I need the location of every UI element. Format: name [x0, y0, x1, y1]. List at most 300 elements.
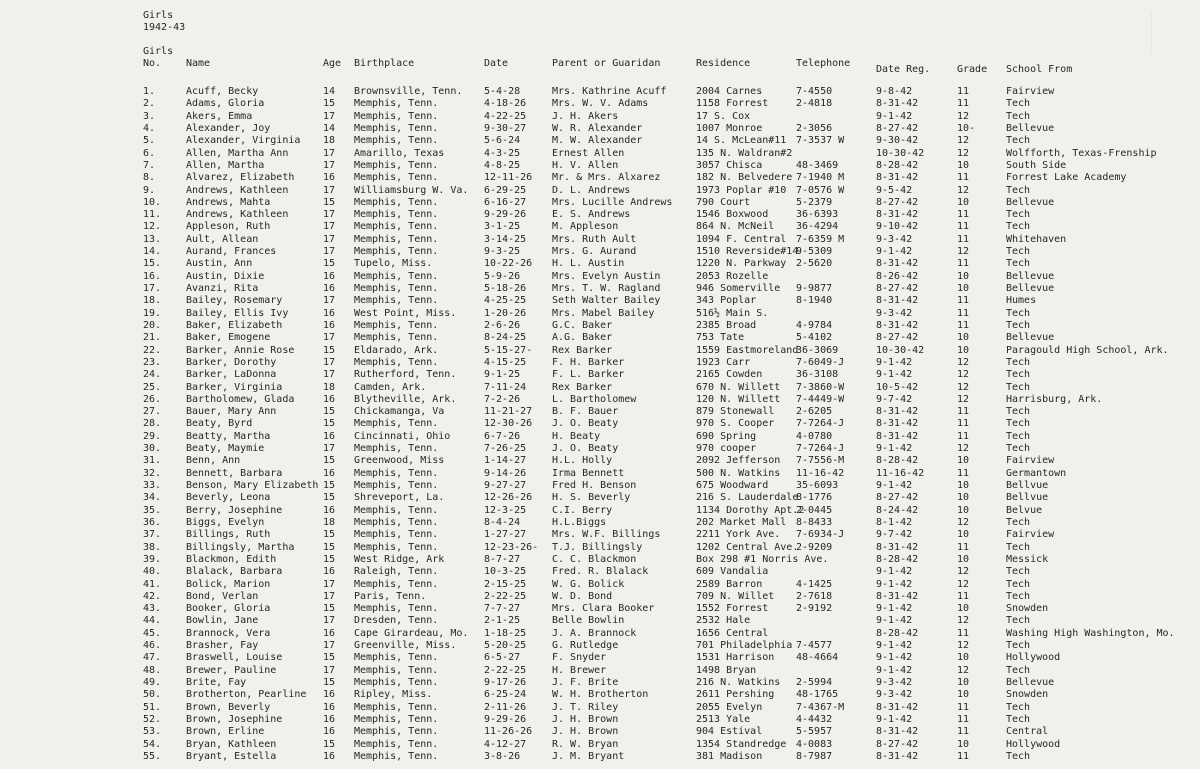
telephone: 7-6049-J: [796, 356, 845, 368]
row-number: 8.: [143, 172, 156, 184]
residence: 1202 Central Ave.: [696, 541, 799, 553]
school-from: Tech: [1006, 307, 1031, 319]
student-name: Beaty, Byrd: [186, 418, 253, 430]
student-name: Alexander, Joy: [186, 122, 271, 134]
row-number: 1.: [143, 86, 156, 97]
student-age: 17: [323, 221, 336, 233]
birth-date: 5-15-27-: [484, 344, 533, 356]
school-from: Tech: [1006, 590, 1031, 602]
grade: 10: [957, 196, 970, 208]
birth-date: 12-3-25: [484, 504, 527, 516]
school-from: Tech: [1006, 664, 1031, 676]
column-header-age: Age: [323, 58, 342, 69]
student-age: 16: [323, 307, 336, 319]
table-row: [0, 603, 1200, 615]
student-name: Austin, Ann: [186, 258, 253, 270]
grade: 11: [957, 750, 970, 762]
parent-guardian: W. D. Bond: [552, 590, 613, 602]
grade: 11: [957, 319, 970, 331]
birth-date: 4-12-27: [484, 738, 527, 750]
student-age: 18: [323, 381, 336, 393]
birthplace: Rutherford, Tenn.: [354, 369, 457, 381]
date-registered: 8-27-42: [876, 738, 919, 750]
row-number: 20.: [143, 319, 162, 331]
parent-guardian: F. Snyder: [552, 652, 607, 664]
table-row: [0, 431, 1200, 443]
student-age: 15: [323, 406, 336, 418]
grade: 10: [957, 603, 970, 615]
birthplace: Ripley, Miss.: [354, 689, 433, 701]
residence: 701 Philadelphia: [696, 640, 793, 652]
telephone: 7-6359 M: [796, 233, 845, 245]
student-name: Benson, Mary Elizabeth: [186, 480, 319, 491]
school-from: Tech: [1006, 406, 1031, 418]
table-row: [0, 714, 1200, 726]
row-number: 14.: [143, 246, 162, 258]
row-number: 32.: [143, 467, 162, 479]
student-age: 16: [323, 726, 336, 738]
row-number: 25.: [143, 381, 162, 393]
table-row: [0, 591, 1200, 603]
student-name: Bowlin, Jane: [186, 615, 259, 627]
grade: 11: [957, 701, 970, 713]
date-registered: 8-31-42: [876, 430, 919, 442]
birthplace: Memphis, Tenn.: [354, 529, 439, 541]
student-name: Benn, Ann: [186, 455, 241, 467]
table-row: [0, 271, 1200, 283]
birthplace: Blytheville, Ark.: [354, 393, 457, 405]
school-from: South Side: [1006, 159, 1067, 171]
birthplace: Williamsburg W. Va.: [354, 184, 469, 196]
grade: 12: [957, 664, 970, 676]
table-row: [0, 480, 1200, 492]
student-name: Berry, Josephine: [186, 504, 283, 516]
date-registered: 9-1-42: [876, 480, 913, 491]
school-from: Tech: [1006, 258, 1031, 270]
student-name: Andrews, Mahta: [186, 196, 271, 208]
birth-date: 8-24-25: [484, 332, 527, 344]
birth-date: 3-8-26: [484, 750, 521, 762]
student-name: Appleson, Ruth: [186, 221, 271, 233]
school-from: Tech: [1006, 516, 1031, 528]
telephone: 8-1940: [796, 295, 833, 307]
telephone: 2-6205: [796, 406, 833, 418]
birthplace: Memphis, Tenn.: [354, 603, 439, 615]
column-header-no-top: Girls: [143, 46, 174, 57]
grade: 12: [957, 443, 970, 455]
birthplace: West Ridge, Ark: [354, 553, 445, 565]
date-registered: 10-30-42: [876, 147, 925, 159]
birth-date: 12-11-26: [484, 172, 533, 184]
residence: Box 298 #1 Norris Ave.: [696, 553, 829, 565]
table-row: [0, 357, 1200, 369]
birth-date: 9-29-26: [484, 713, 527, 725]
parent-guardian: Fred H. Benson: [552, 480, 637, 491]
row-number: 33.: [143, 480, 162, 491]
birth-date: 6-5-27: [484, 652, 521, 664]
birthplace: Memphis, Tenn.: [354, 122, 439, 134]
table-row: [0, 221, 1200, 233]
student-age: 17: [323, 640, 336, 652]
student-age: 17: [323, 578, 336, 590]
school-from: Tech: [1006, 418, 1031, 430]
grade: 12: [957, 393, 970, 405]
parent-guardian: Mrs. W. V. Adams: [552, 98, 649, 110]
student-name: Brite, Fay: [186, 677, 247, 688]
grade: 11: [957, 233, 970, 245]
parent-guardian: W. R. Alexander: [552, 122, 643, 134]
student-name: Braswell, Louise: [186, 652, 283, 664]
column-header-date: Date: [484, 58, 509, 69]
student-age: 16: [323, 430, 336, 442]
parent-guardian: Belle Bowlin: [552, 615, 625, 627]
date-registered: 9-3-42: [876, 307, 913, 319]
residence: 2092 Jefferson: [696, 455, 781, 467]
telephone: 5-5957: [796, 726, 833, 738]
parent-guardian: J. H. Akers: [552, 110, 619, 122]
telephone: 8-7987: [796, 750, 833, 762]
residence: 1923 Carr: [696, 356, 751, 368]
row-number: 35.: [143, 504, 162, 516]
grade: 12: [957, 147, 970, 159]
grade: 11: [957, 258, 970, 270]
student-age: 14: [323, 122, 336, 134]
date-registered: 9-1-42: [876, 110, 913, 122]
grade: 12: [957, 381, 970, 393]
row-number: 4.: [143, 122, 156, 134]
parent-guardian: J. H. Brown: [552, 726, 619, 738]
birth-date: 8-4-24: [484, 516, 521, 528]
school-from: Tech: [1006, 98, 1031, 110]
parent-guardian: Mrs. Clara Booker: [552, 603, 655, 615]
grade: 10: [957, 332, 970, 344]
telephone: 2-0445: [796, 504, 833, 516]
student-age: 17: [323, 233, 336, 245]
row-number: 16.: [143, 270, 162, 282]
grade: 12: [957, 246, 970, 258]
birthplace: Camden, Ark.: [354, 381, 427, 393]
table-row: [0, 160, 1200, 172]
date-registered: 8-27-42: [876, 122, 919, 134]
telephone: 48-3469: [796, 159, 839, 171]
student-name: Beverly, Leona: [186, 492, 271, 504]
residence: 17 S. Cox: [696, 110, 751, 122]
date-registered: 9-1-42: [876, 640, 913, 652]
residence: 2611 Pershing: [696, 689, 775, 701]
residence: 343 Poplar: [696, 295, 757, 307]
telephone: 36-3069: [796, 344, 839, 356]
table-row: [0, 98, 1200, 110]
residence: 670 N. Willett: [696, 381, 781, 393]
parent-guardian: Fred. R. Blalack: [552, 566, 649, 578]
student-age: 16: [323, 393, 336, 405]
school-from: Snowden: [1006, 689, 1049, 701]
table-row: [0, 443, 1200, 455]
birth-date: 6-7-26: [484, 430, 521, 442]
parent-guardian: F. H. Barker: [552, 356, 625, 368]
date-registered: 8-31-42: [876, 726, 919, 738]
birth-date: 6-16-27: [484, 196, 527, 208]
row-number: 11.: [143, 209, 162, 221]
student-name: Acuff, Becky: [186, 86, 259, 97]
birthplace: Memphis, Tenn.: [354, 443, 439, 455]
parent-guardian: E. S. Andrews: [552, 209, 631, 221]
parent-guardian: M. Appleson: [552, 221, 619, 233]
parent-guardian: Rex Barker: [552, 344, 613, 356]
grade: 11: [957, 209, 970, 221]
table-row: [0, 148, 1200, 160]
column-header-parent: Parent or Guaridan: [552, 58, 661, 69]
residence: 2513 Yale: [696, 713, 751, 725]
row-number: 39.: [143, 553, 162, 565]
residence: 1007 Monroe: [696, 122, 763, 134]
student-name: Booker, Gloria: [186, 603, 271, 615]
row-number: 15.: [143, 258, 162, 270]
birthplace: Memphis, Tenn.: [354, 270, 439, 282]
residence: 1498 Bryan: [696, 664, 757, 676]
telephone: 4-0083: [796, 738, 833, 750]
birthplace: Memphis, Tenn.: [354, 713, 439, 725]
telephone: 2-9209: [796, 541, 833, 553]
date-registered: 8-27-42: [876, 332, 919, 344]
grade: 10: [957, 504, 970, 516]
student-age: 16: [323, 467, 336, 479]
grade: 10: [957, 738, 970, 750]
birthplace: West Point, Miss.: [354, 307, 457, 319]
date-registered: 9-5-42: [876, 184, 913, 196]
student-name: Bauer, Mary Ann: [186, 406, 277, 418]
row-number: 3.: [143, 110, 156, 122]
birth-date: 11-21-27: [484, 406, 533, 418]
student-name: Adams, Gloria: [186, 98, 265, 110]
school-from: Tech: [1006, 615, 1031, 627]
residence: 904 Estival: [696, 726, 763, 738]
table-row: [0, 258, 1200, 270]
birth-date: 1-14-27: [484, 455, 527, 467]
birthplace: Memphis, Tenn.: [354, 516, 439, 528]
birth-date: 9-30-27: [484, 122, 527, 134]
parent-guardian: B. F. Bauer: [552, 406, 619, 418]
school-year: 1942-43: [143, 22, 186, 33]
grade: 10: [957, 455, 970, 467]
date-registered: 8-31-42: [876, 319, 919, 331]
date-registered: 9-1-42: [876, 652, 913, 664]
column-header-grade: Grade: [957, 64, 988, 75]
row-number: 49.: [143, 677, 162, 688]
row-number: 38.: [143, 541, 162, 553]
birthplace: Amarillo, Texas: [354, 147, 445, 159]
birthplace: Memphis, Tenn.: [354, 726, 439, 738]
parent-guardian: G. Rutledge: [552, 640, 619, 652]
residence: 1094 F. Central: [696, 233, 787, 245]
telephone: 8-1776: [796, 492, 833, 504]
student-name: Brannock, Vera: [186, 627, 271, 639]
table-row: [0, 86, 1200, 98]
row-number: 17.: [143, 283, 162, 294]
school-from: Tech: [1006, 430, 1031, 442]
row-number: 28.: [143, 418, 162, 430]
birth-date: 7-26-25: [484, 443, 527, 455]
student-name: Avanzi, Rita: [186, 283, 259, 294]
student-age: 16: [323, 566, 336, 578]
telephone: 36-6393: [796, 209, 839, 221]
residence: 202 Market Mall: [696, 516, 787, 528]
telephone: 7-0576 W: [796, 184, 845, 196]
school-from: Bellvue: [1006, 480, 1049, 491]
student-name: Bryant, Estella: [186, 750, 277, 762]
birth-date: 9-17-26: [484, 677, 527, 688]
parent-guardian: J. M. Bryant: [552, 750, 625, 762]
school-from: Bellevue: [1006, 677, 1055, 688]
school-from: Bellvue: [1006, 492, 1049, 504]
table-row: [0, 677, 1200, 689]
table-row: [0, 566, 1200, 578]
student-name: Barker, Annie Rose: [186, 344, 295, 356]
parent-guardian: Mrs. Ruth Ault: [552, 233, 637, 245]
table-row: [0, 726, 1200, 738]
birthplace: Memphis, Tenn.: [354, 541, 439, 553]
birth-date: 4-25-25: [484, 295, 527, 307]
parent-guardian: J. O. Beaty: [552, 443, 619, 455]
student-name: Alvarez, Elizabeth: [186, 172, 295, 184]
grade: 12: [957, 516, 970, 528]
birthplace: Memphis, Tenn.: [354, 332, 439, 344]
grade: 11: [957, 467, 970, 479]
student-name: Andrews, Kathleen: [186, 184, 289, 196]
telephone: 7-7556-M: [796, 455, 845, 467]
birthplace: Cincinnati, Ohio: [354, 430, 451, 442]
row-number: 46.: [143, 640, 162, 652]
parent-guardian: J. O. Beaty: [552, 418, 619, 430]
student-age: 17: [323, 615, 336, 627]
table-row: [0, 234, 1200, 246]
student-age: 16: [323, 270, 336, 282]
school-from: Hollywood: [1006, 652, 1061, 664]
table-row: [0, 615, 1200, 627]
student-age: 16: [323, 701, 336, 713]
date-registered: 8-27-42: [876, 492, 919, 504]
student-name: Billings, Ruth: [186, 529, 271, 541]
school-from: Germantown: [1006, 467, 1067, 479]
telephone: 7-4367-M: [796, 701, 845, 713]
parent-guardian: H. Brewer: [552, 664, 607, 676]
date-registered: 8-28-42: [876, 627, 919, 639]
residence: 14 S. McLean#11: [696, 135, 787, 147]
student-name: Brown, Josephine: [186, 713, 283, 725]
row-number: 50.: [143, 689, 162, 701]
row-number: 54.: [143, 738, 162, 750]
table-row: [0, 542, 1200, 554]
birthplace: Memphis, Tenn.: [354, 221, 439, 233]
residence: 864 N. McNeil: [696, 221, 775, 233]
birth-date: 8-7-27: [484, 553, 521, 565]
parent-guardian: Irma Bennett: [552, 467, 625, 479]
grade: 12: [957, 578, 970, 590]
row-number: 48.: [143, 664, 162, 676]
row-number: 53.: [143, 726, 162, 738]
student-age: 17: [323, 369, 336, 381]
residence: 1158 Forrest: [696, 98, 769, 110]
table-row: [0, 332, 1200, 344]
telephone: 7-7264-J: [796, 418, 845, 430]
parent-guardian: J. F. Brite: [552, 677, 619, 688]
birth-date: 2-6-26: [484, 319, 521, 331]
residence: 182 N. Belvedere: [696, 172, 793, 184]
date-registered: 8-31-42: [876, 590, 919, 602]
residence: 1510 Reverside#14: [696, 246, 799, 258]
table-row: [0, 689, 1200, 701]
school-from: Forrest Lake Academy: [1006, 172, 1127, 184]
parent-guardian: Ernest Allen: [552, 147, 625, 159]
birth-date: 6-25-24: [484, 689, 527, 701]
school-from: Tech: [1006, 750, 1031, 762]
birthplace: Memphis, Tenn.: [354, 172, 439, 184]
grade: 10-: [957, 122, 976, 134]
telephone: 11-16-42: [796, 467, 845, 479]
telephone: 36-3108: [796, 369, 839, 381]
row-number: 42.: [143, 590, 162, 602]
school-from: Tech: [1006, 578, 1031, 590]
date-registered: 10-5-42: [876, 381, 919, 393]
date-registered: 8-31-42: [876, 209, 919, 221]
birthplace: Greenwood, Miss: [354, 455, 445, 467]
birth-date: 9-27-27: [484, 480, 527, 491]
residence: 216 S. Lauderdale: [696, 492, 799, 504]
table-row: [0, 345, 1200, 357]
row-number: 34.: [143, 492, 162, 504]
row-number: 52.: [143, 713, 162, 725]
school-from: Tech: [1006, 135, 1031, 147]
row-number: 18.: [143, 295, 162, 307]
grade: 11: [957, 430, 970, 442]
birthplace: Memphis, Tenn.: [354, 664, 439, 676]
telephone: 7-6934-J: [796, 529, 845, 541]
student-name: Brasher, Fay: [186, 640, 259, 652]
residence: 879 Stonewall: [696, 406, 775, 418]
birth-date: 7-7-27: [484, 603, 521, 615]
birthplace: Memphis, Tenn.: [354, 283, 439, 294]
birth-date: 4-8-25: [484, 159, 521, 171]
telephone: 5-2379: [796, 196, 833, 208]
residence: 2211 York Ave.: [696, 529, 781, 541]
birthplace: Memphis, Tenn.: [354, 356, 439, 368]
school-from: Tech: [1006, 713, 1031, 725]
date-registered: 9-1-42: [876, 615, 913, 627]
date-registered: 8-31-42: [876, 258, 919, 270]
student-name: Barker, Virginia: [186, 381, 283, 393]
table-row: [0, 640, 1200, 652]
residence: 500 N. Watkins: [696, 467, 781, 479]
student-name: Bailey, Ellis Ivy: [186, 307, 289, 319]
table-row: [0, 529, 1200, 541]
parent-guardian: J. H. Brown: [552, 713, 619, 725]
parent-guardian: D. L. Andrews: [552, 184, 631, 196]
birth-date: 12-30-26: [484, 418, 533, 430]
date-registered: 8-24-42: [876, 504, 919, 516]
grade: 10: [957, 159, 970, 171]
student-age: 15: [323, 418, 336, 430]
row-number: 44.: [143, 615, 162, 627]
row-number: 10.: [143, 196, 162, 208]
residence: 216 N. Watkins: [696, 677, 781, 688]
school-from: Washing High Washington, Mo.: [1006, 627, 1175, 639]
table-row: [0, 308, 1200, 320]
table-row: [0, 283, 1200, 295]
school-from: Messick: [1006, 553, 1049, 565]
school-from: Belvue: [1006, 504, 1043, 516]
parent-guardian: L. Bartholomew: [552, 393, 637, 405]
birthplace: Memphis, Tenn.: [354, 246, 439, 258]
